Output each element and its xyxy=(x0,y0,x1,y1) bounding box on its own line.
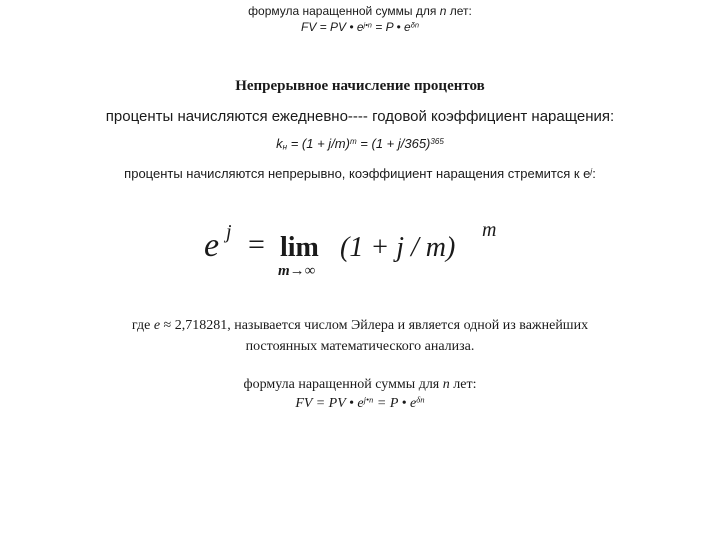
kn-part-1: = (1 + j/m) xyxy=(287,136,350,151)
daily-interest-text: проценты начисляются ежедневно---- годовой коэффициент наращения: xyxy=(105,108,615,125)
bottom-formula-lhs: FV = PV • e xyxy=(295,396,364,411)
bottom-title-suffix: лет: xyxy=(449,377,477,392)
bottom-formula-exponent-1: j•n xyxy=(363,394,374,405)
limit-formula xyxy=(198,218,518,278)
continuous-text-tail: : xyxy=(592,166,596,181)
limit-equals: = xyxy=(248,228,265,261)
bottom-title-prefix: формула наращенной суммы для xyxy=(243,377,443,392)
top-title-prefix: формула наращенной суммы для xyxy=(248,4,440,18)
top-formula-exponent-1: j•n xyxy=(363,20,372,30)
top-formula-title xyxy=(0,4,720,18)
continuous-interest-text xyxy=(0,166,720,181)
top-title-suffix: лет: xyxy=(446,4,472,18)
euler-line-1-rest: ≈ 2,718281, называется числом Эйлера и является одной из важнейших xyxy=(160,318,589,333)
bottom-formula xyxy=(0,396,720,412)
kn-subscript: н xyxy=(282,142,288,152)
kn-part-2: = (1 + j/365) xyxy=(356,136,431,151)
kn-symbol: k xyxy=(276,136,283,151)
limit-e: e xyxy=(204,227,220,264)
euler-line-2: постоянных математического анализа. xyxy=(245,339,475,354)
euler-line-1 xyxy=(0,318,720,334)
limit-m-exponent: m xyxy=(482,219,497,241)
kn-exponent-2: 365 xyxy=(430,136,444,146)
limit-subscript: m→∞ xyxy=(278,263,316,278)
top-formula-lhs: FV = PV • e xyxy=(300,20,364,34)
top-formula xyxy=(0,20,720,34)
top-formula-mid: = P • e xyxy=(371,20,411,34)
limit-j-exponent: j xyxy=(226,221,232,243)
section-heading: Непрерывное начисление процентов xyxy=(235,78,485,94)
kn-exponent-1: m xyxy=(349,136,357,146)
bottom-title-variable: n xyxy=(442,377,450,392)
euler-prefix: где xyxy=(131,318,154,333)
continuous-text-body: проценты начисляются непрерывно, коэффициент наращения стремится к e xyxy=(124,166,591,181)
euler-e-symbol: e xyxy=(153,318,161,333)
continuous-exponent: j xyxy=(590,166,593,176)
limit-body: (1 + j / m) xyxy=(340,232,456,263)
top-title-variable: n xyxy=(439,4,447,18)
top-formula-exponent-2: δn xyxy=(410,20,420,30)
bottom-formula-exponent-2: δn xyxy=(416,394,425,405)
bottom-formula-mid: = P • e xyxy=(373,396,417,411)
limit-lim: lim xyxy=(280,232,319,263)
bottom-formula-title xyxy=(0,377,720,393)
growth-coefficient-formula xyxy=(0,136,720,151)
